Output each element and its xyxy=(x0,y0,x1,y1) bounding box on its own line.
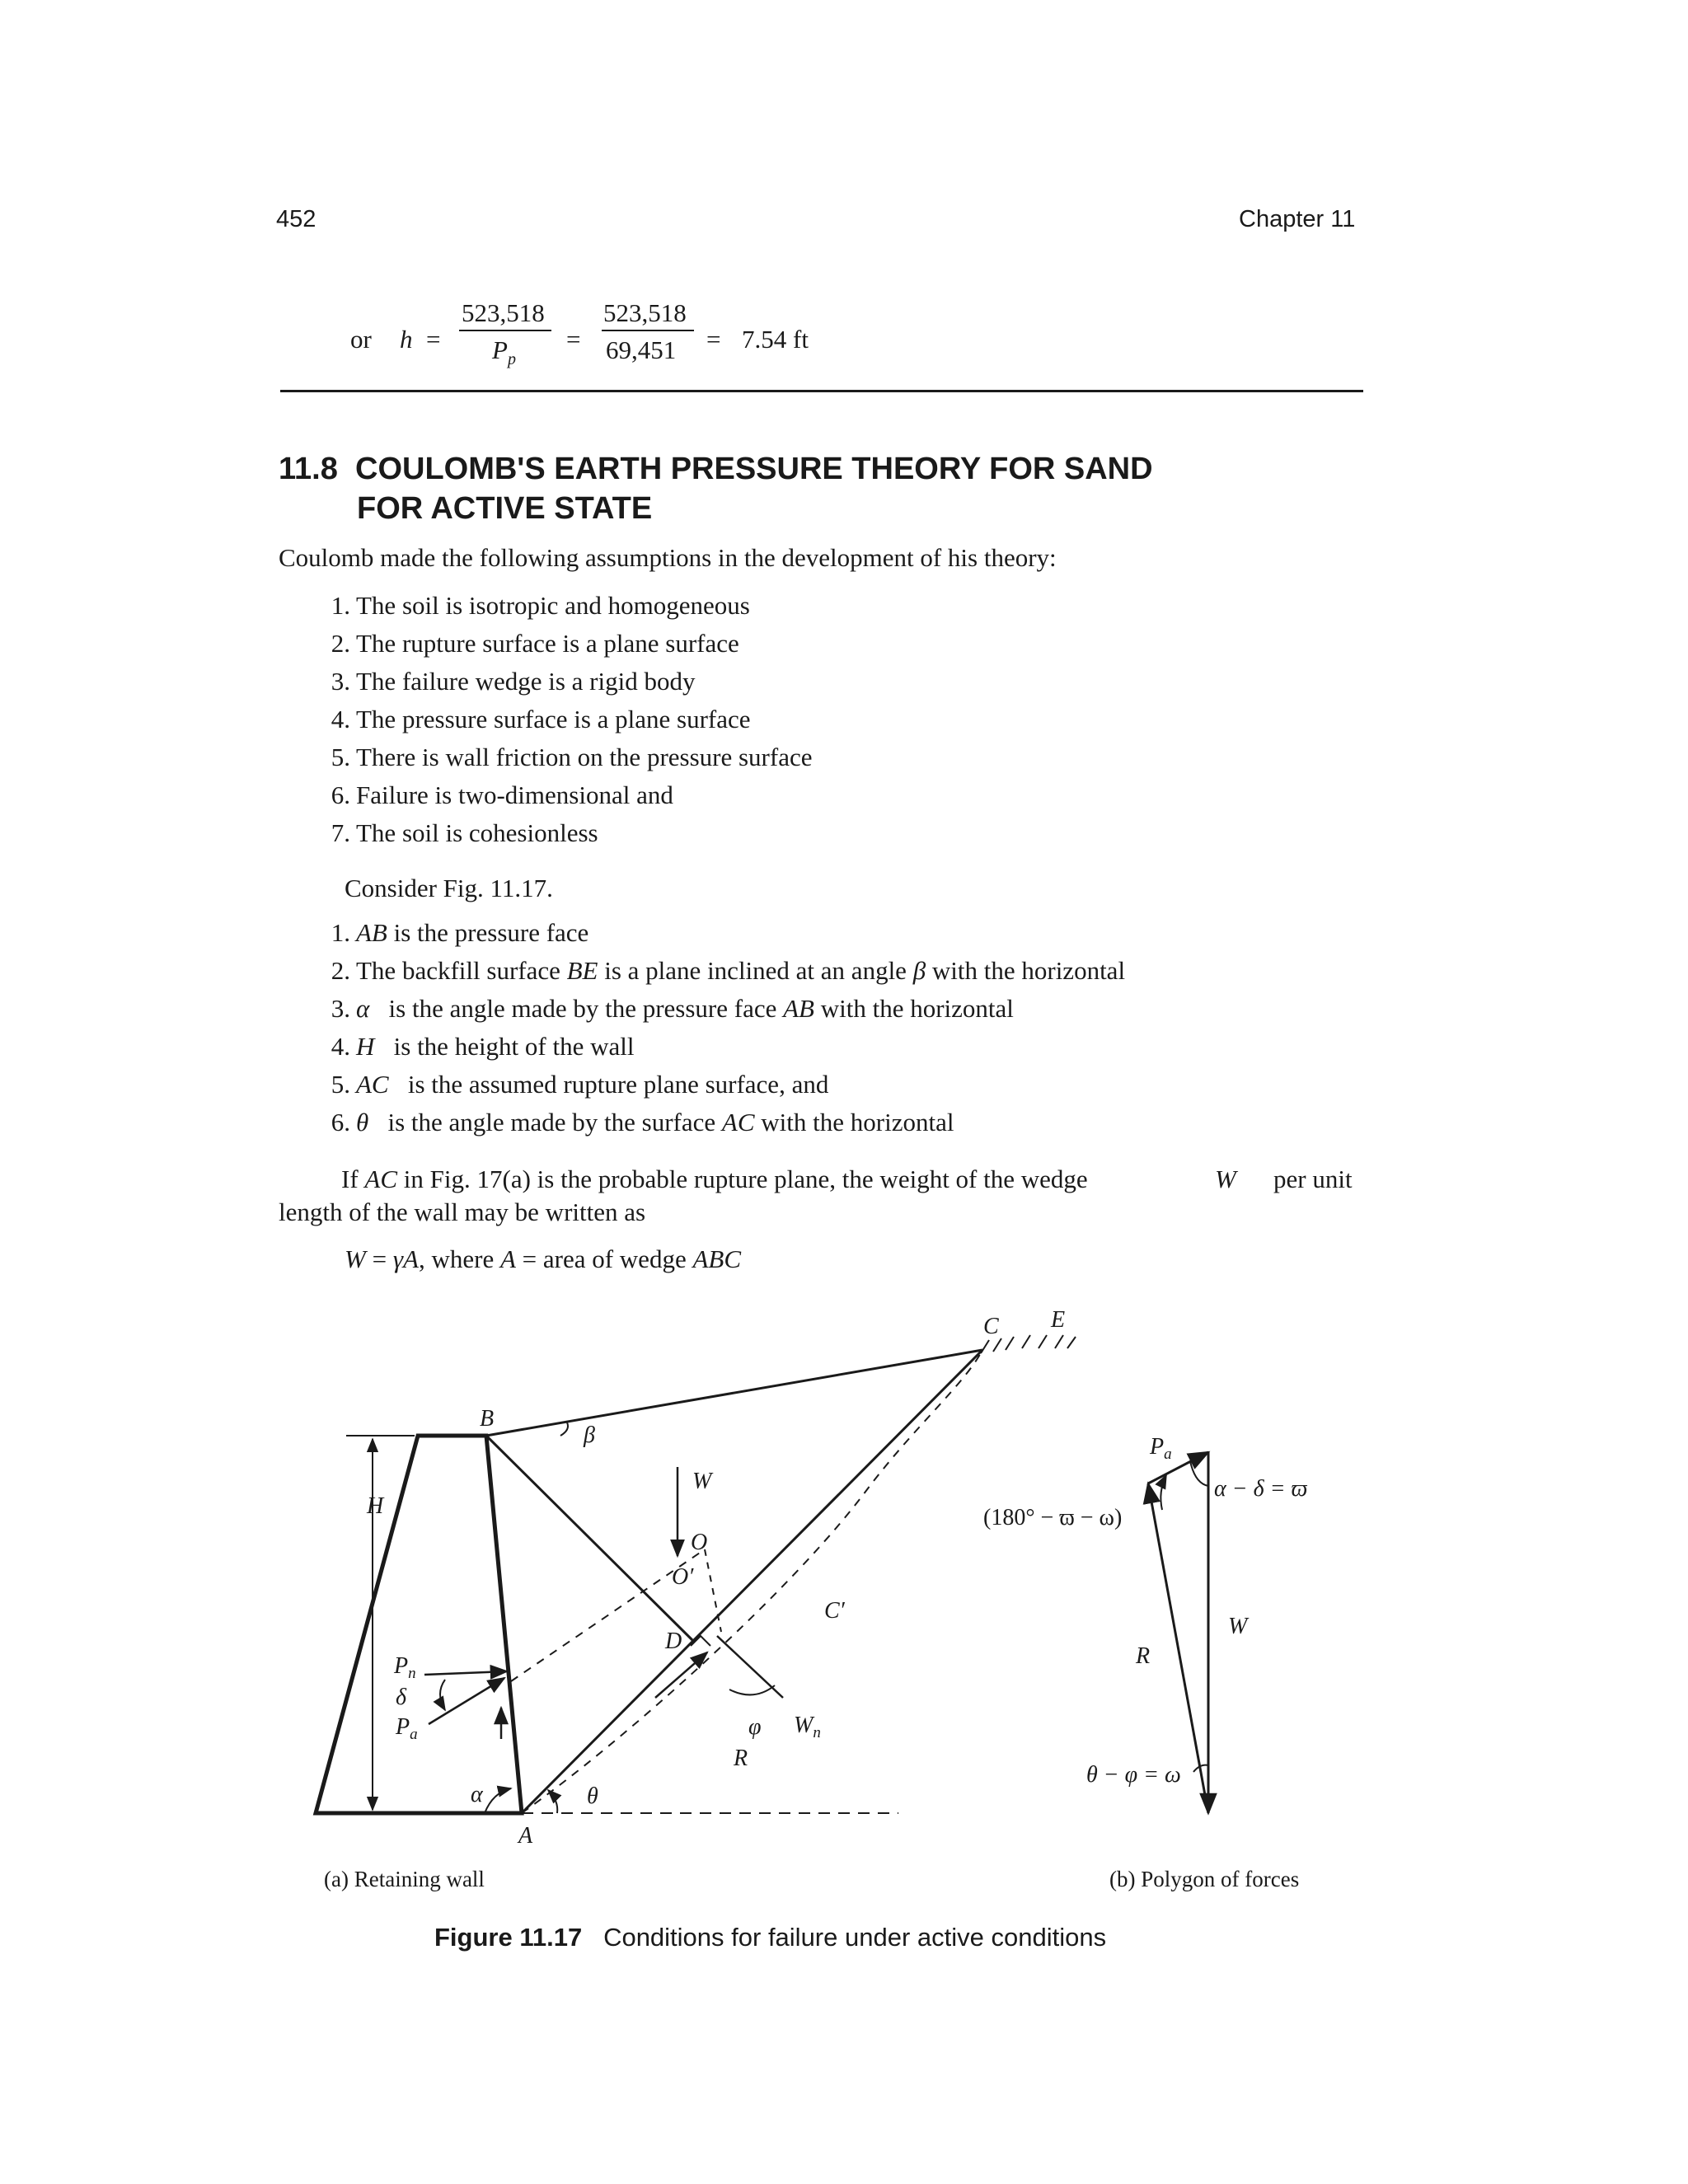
weight-formula: W = γA, where A = area of wedge ABC xyxy=(345,1244,742,1273)
section-heading xyxy=(279,452,1153,487)
force-polygon xyxy=(1148,1452,1208,1813)
label-beta: β xyxy=(584,1422,595,1448)
eq-lead: or xyxy=(350,325,372,354)
label-o-prime: O′ xyxy=(672,1564,694,1590)
eq-sign-2: = xyxy=(566,325,581,354)
figure-11-17 xyxy=(0,1294,1688,1863)
active-thrust-arrow xyxy=(429,1678,504,1724)
label-wn: $W_n$ xyxy=(794,1713,821,1741)
figure-caption-label: Figure 11.17 xyxy=(434,1923,583,1952)
label-b: B xyxy=(480,1406,495,1432)
eq-result: 7.54 ft xyxy=(742,325,809,354)
fraction-bar-1 xyxy=(459,330,551,331)
example-end-rule xyxy=(280,390,1363,392)
figure-caption xyxy=(434,1923,1106,1952)
label-pn: $P_n$ xyxy=(394,1653,416,1682)
label-pa: $P_a$ xyxy=(396,1714,418,1743)
caption-retaining-wall: (a) Retaining wall xyxy=(324,1867,485,1891)
fraction-bar-2 xyxy=(602,330,694,331)
alpha-angle-arc xyxy=(485,1788,511,1813)
caption-polygon-of-forces: (b) Polygon of forces xyxy=(1109,1867,1300,1891)
beta-angle-arc xyxy=(560,1422,568,1436)
label-c-prime: C′ xyxy=(824,1598,845,1624)
running-head: Chapter 11 xyxy=(1239,206,1356,232)
label-d: D xyxy=(665,1629,682,1654)
label-alpha: α xyxy=(471,1782,483,1807)
line-bd xyxy=(486,1436,692,1640)
eq-sign-3: = xyxy=(706,325,721,354)
wn-line xyxy=(717,1636,783,1698)
polygon-labels xyxy=(983,1434,1308,1788)
normal-force-arrow xyxy=(424,1671,507,1675)
label-o: O xyxy=(691,1530,708,1555)
label-h: H xyxy=(367,1493,384,1519)
label-polygon-left: (180° − ϖ − ω) xyxy=(983,1505,1123,1530)
figure-caption-text: Conditions for failure under active conditions xyxy=(603,1923,1107,1952)
intro-paragraph: Coulomb made the following assumptions in the development of his theory: xyxy=(279,543,1057,572)
rupture-plane-ac xyxy=(522,1350,982,1813)
wall-labels xyxy=(366,1307,1065,1849)
eq-sign-1: = xyxy=(426,325,441,354)
label-polygon-top-right: α − δ = ϖ xyxy=(1214,1476,1308,1502)
eq-den-2: 69,451 xyxy=(606,335,677,364)
label-a: A xyxy=(518,1823,533,1849)
delta-angle-arc xyxy=(440,1680,445,1710)
eq-lhs: h xyxy=(400,325,413,354)
section-title-line1: COULOMB'S EARTH PRESSURE THEORY FOR SAND xyxy=(355,452,1153,486)
r-force-arrow xyxy=(655,1652,707,1698)
section-title-line2: FOR ACTIVE STATE xyxy=(357,491,653,526)
wall-outline xyxy=(316,1436,522,1813)
label-polygon-bottom: θ − φ = ω xyxy=(1086,1762,1181,1788)
polygon-angle-top xyxy=(1190,1461,1208,1486)
label-theta: θ xyxy=(587,1783,598,1809)
label-polygon-pa: $P_a$ xyxy=(1150,1434,1172,1463)
label-c: C xyxy=(983,1314,999,1339)
polygon-angle-left xyxy=(1160,1475,1166,1510)
eq-num-2: 523,518 xyxy=(603,298,687,327)
page-number: 452 xyxy=(276,206,316,232)
label-w: W xyxy=(692,1469,712,1494)
phi-angle-arc xyxy=(729,1685,775,1694)
label-polygon-r: R xyxy=(1136,1643,1151,1669)
paragraph-line-2: length of the wall may be written as xyxy=(279,1197,646,1226)
assumptions-list: 1. The soil is isotropic and homogeneous 2. The rupture surface is a plane surface 3. The failure wedge is a rigid body 4. The pressure surface is a plane surface 5. There is wall friction on the pressure surface 6. Failure is two-dimensional and 7. The soil is cohesionless xyxy=(331,591,813,847)
label-polygon-w: W xyxy=(1228,1614,1248,1639)
retaining-wall-diagram xyxy=(316,1335,1076,1813)
equation-h xyxy=(350,298,911,397)
label-r: R xyxy=(734,1746,748,1771)
eq-num-1: 523,518 xyxy=(462,298,545,327)
section-number: 11.8 xyxy=(279,452,338,486)
label-delta: δ xyxy=(396,1685,407,1710)
paragraph-line-1: If AC in Fig. 17(a) is the probable rupture plane, the weight of the wedge W per unit xyxy=(341,1165,1353,1193)
eq-den-1: $P_p$ xyxy=(492,335,516,369)
label-e: E xyxy=(1051,1307,1066,1333)
consider-line: Consider Fig. 11.17. xyxy=(345,874,553,902)
label-phi: φ xyxy=(748,1714,762,1740)
definitions-list: 1. AB is the pressure face 2. The backfill surface BE is a plane inclined at an angle β with the horizontal 3. α is the angle made by the pressure face AB with the horizontal 4. H is the height of the wall 5. AC is the assumed rupture plane surface, and 6. θ is the angle made by the surface AC with the horizontal xyxy=(331,918,1126,1137)
backfill-surface xyxy=(486,1350,982,1436)
